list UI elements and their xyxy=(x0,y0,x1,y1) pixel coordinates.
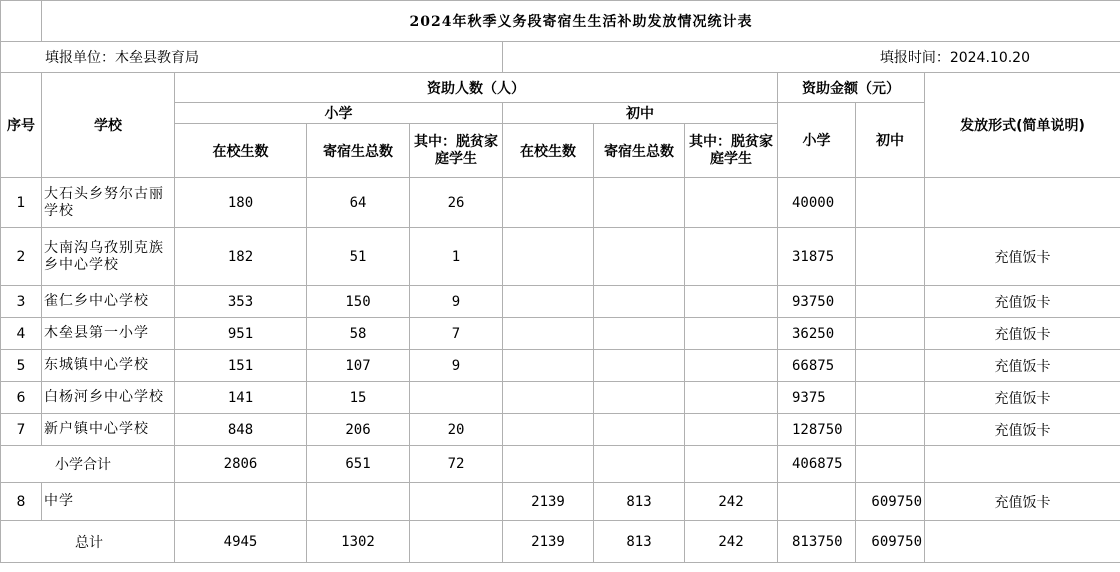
table-row xyxy=(1,178,1120,228)
row-seq: 4 xyxy=(1,318,42,350)
table-row xyxy=(1,382,1120,414)
total-junior-enrolled: 2139 xyxy=(503,521,594,563)
row-method: 充值饭卡 xyxy=(925,483,1120,521)
row-junior-enrolled: 2139 xyxy=(503,483,594,521)
row-method: 充值饭卡 xyxy=(925,382,1120,414)
row-amount-junior xyxy=(856,286,925,318)
row-method: 充值饭卡 xyxy=(925,286,1120,318)
header-seq: 序号 xyxy=(1,73,42,178)
subtotal-method xyxy=(925,446,1120,483)
row-seq: 2 xyxy=(1,228,42,286)
row-amount-junior xyxy=(856,318,925,350)
total-method xyxy=(925,521,1120,563)
title-gutter xyxy=(1,1,42,42)
row-junior-boarding xyxy=(594,382,685,414)
total-junior-poverty: 242 xyxy=(685,521,778,563)
row-primary-boarding: 107 xyxy=(307,350,410,382)
row-junior-boarding xyxy=(594,318,685,350)
row-amount-junior xyxy=(856,178,925,228)
row-amount-primary: 40000 xyxy=(778,178,856,228)
title-row xyxy=(1,1,1120,42)
row-junior-poverty xyxy=(685,286,778,318)
row-junior-poverty xyxy=(685,228,778,286)
row-amount-junior xyxy=(856,382,925,414)
total-row xyxy=(1,521,1120,563)
row-junior-enrolled xyxy=(503,382,594,414)
row-primary-boarding: 15 xyxy=(307,382,410,414)
table-row xyxy=(1,318,1120,350)
row-primary-boarding: 150 xyxy=(307,286,410,318)
subtotal-junior-poverty xyxy=(685,446,778,483)
row-junior-enrolled xyxy=(503,414,594,446)
row-junior-enrolled xyxy=(503,318,594,350)
row-junior-enrolled xyxy=(503,350,594,382)
row-primary-poverty xyxy=(410,382,503,414)
reporting-date: 填报时间：2024.10.20 xyxy=(503,42,1120,73)
row-junior-poverty: 242 xyxy=(685,483,778,521)
reporting-unit: 填报单位：木垒县教育局 xyxy=(1,42,503,73)
row-school: 中学 xyxy=(42,483,175,521)
row-seq: 7 xyxy=(1,414,42,446)
row-school: 新户镇中心学校 xyxy=(42,414,175,446)
row-method: 充值饭卡 xyxy=(925,228,1120,286)
row-school: 大南沟乌孜别克族乡中心学校 xyxy=(42,228,175,286)
page-title: 2024年秋季义务段寄宿生生活补助发放情况统计表 xyxy=(42,1,1120,42)
total-amount-primary: 813750 xyxy=(778,521,856,563)
row-amount-junior xyxy=(856,350,925,382)
subtotal-junior-enrolled xyxy=(503,446,594,483)
row-junior-poverty xyxy=(685,382,778,414)
row-junior-boarding: 813 xyxy=(594,483,685,521)
row-amount-junior xyxy=(856,414,925,446)
header-junior: 初中 xyxy=(503,103,778,124)
row-primary-boarding: 64 xyxy=(307,178,410,228)
row-primary-poverty: 7 xyxy=(410,318,503,350)
row-junior-enrolled xyxy=(503,178,594,228)
row-seq: 1 xyxy=(1,178,42,228)
row-amount-primary: 36250 xyxy=(778,318,856,350)
row-primary-poverty xyxy=(410,483,503,521)
row-junior-enrolled xyxy=(503,228,594,286)
header-amount-primary: 小学 xyxy=(778,103,856,178)
primary-subtotal-row xyxy=(1,446,1120,483)
row-method: 充值饭卡 xyxy=(925,318,1120,350)
header-junior-poverty: 其中：脱贫家庭学生 xyxy=(685,124,778,178)
row-amount-primary: 93750 xyxy=(778,286,856,318)
total-label: 总计 xyxy=(1,521,175,563)
row-junior-poverty xyxy=(685,414,778,446)
row-junior-poverty xyxy=(685,350,778,382)
row-primary-poverty: 20 xyxy=(410,414,503,446)
header-junior-enrolled: 在校生数 xyxy=(503,124,594,178)
row-junior-poverty xyxy=(685,178,778,228)
total-primary-boarding: 1302 xyxy=(307,521,410,563)
header-primary-enrolled: 在校生数 xyxy=(175,124,307,178)
primary-subtotal-label: 小学合计 xyxy=(1,446,175,483)
row-primary-enrolled: 182 xyxy=(175,228,307,286)
row-amount-primary: 9375 xyxy=(778,382,856,414)
total-junior-boarding: 813 xyxy=(594,521,685,563)
row-junior-boarding xyxy=(594,414,685,446)
header-school: 学校 xyxy=(42,73,175,178)
total-primary-enrolled: 4945 xyxy=(175,521,307,563)
table-row xyxy=(1,286,1120,318)
row-primary-enrolled: 848 xyxy=(175,414,307,446)
row-primary-poverty: 9 xyxy=(410,286,503,318)
row-primary-enrolled: 180 xyxy=(175,178,307,228)
subtotal-primary-boarding: 651 xyxy=(307,446,410,483)
table-row xyxy=(1,414,1120,446)
row-primary-enrolled: 951 xyxy=(175,318,307,350)
row-junior-boarding xyxy=(594,178,685,228)
row-primary-poverty: 9 xyxy=(410,350,503,382)
row-junior-boarding xyxy=(594,286,685,318)
subtotal-primary-poverty: 72 xyxy=(410,446,503,483)
row-amount-primary: 66875 xyxy=(778,350,856,382)
row-school: 大石头乡努尔古丽学校 xyxy=(42,178,175,228)
header-amount-junior: 初中 xyxy=(856,103,925,178)
row-seq: 5 xyxy=(1,350,42,382)
total-primary-poverty xyxy=(410,521,503,563)
row-school: 白杨河乡中心学校 xyxy=(42,382,175,414)
row-seq: 6 xyxy=(1,382,42,414)
row-method xyxy=(925,178,1120,228)
row-primary-enrolled: 151 xyxy=(175,350,307,382)
row-amount-primary xyxy=(778,483,856,521)
row-primary-enrolled: 141 xyxy=(175,382,307,414)
header-count-group: 资助人数（人） xyxy=(175,73,778,103)
row-primary-boarding: 206 xyxy=(307,414,410,446)
row-school: 木垒县第一小学 xyxy=(42,318,175,350)
header-amount-group: 资助金额（元） xyxy=(778,73,925,103)
row-junior-boarding xyxy=(594,228,685,286)
total-amount-junior: 609750 xyxy=(856,521,925,563)
header-method: 发放形式(简单说明) xyxy=(925,73,1120,178)
row-amount-primary: 31875 xyxy=(778,228,856,286)
row-primary-poverty: 26 xyxy=(410,178,503,228)
row-amount-primary: 128750 xyxy=(778,414,856,446)
subtotal-amount-junior xyxy=(856,446,925,483)
subtotal-primary-enrolled: 2806 xyxy=(175,446,307,483)
row-primary-boarding: 58 xyxy=(307,318,410,350)
header-primary: 小学 xyxy=(175,103,503,124)
table-row xyxy=(1,483,1120,521)
row-seq: 8 xyxy=(1,483,42,521)
row-primary-boarding: 51 xyxy=(307,228,410,286)
row-seq: 3 xyxy=(1,286,42,318)
header-primary-boarding: 寄宿生总数 xyxy=(307,124,410,178)
subtotal-junior-boarding xyxy=(594,446,685,483)
row-junior-enrolled xyxy=(503,286,594,318)
row-amount-junior xyxy=(856,228,925,286)
row-method: 充值饭卡 xyxy=(925,350,1120,382)
row-primary-enrolled xyxy=(175,483,307,521)
row-primary-boarding xyxy=(307,483,410,521)
row-school: 东城镇中心学校 xyxy=(42,350,175,382)
row-junior-boarding xyxy=(594,350,685,382)
table-row xyxy=(1,228,1120,286)
row-school: 雀仁乡中心学校 xyxy=(42,286,175,318)
row-amount-junior: 609750 xyxy=(856,483,925,521)
subtotal-amount-primary: 406875 xyxy=(778,446,856,483)
table-row xyxy=(1,350,1120,382)
header-junior-boarding: 寄宿生总数 xyxy=(594,124,685,178)
header-row-1 xyxy=(1,73,1120,103)
row-primary-enrolled: 353 xyxy=(175,286,307,318)
header-primary-poverty: 其中：脱贫家庭学生 xyxy=(410,124,503,178)
meta-row xyxy=(1,42,1120,73)
row-junior-poverty xyxy=(685,318,778,350)
row-primary-poverty: 1 xyxy=(410,228,503,286)
row-method: 充值饭卡 xyxy=(925,414,1120,446)
